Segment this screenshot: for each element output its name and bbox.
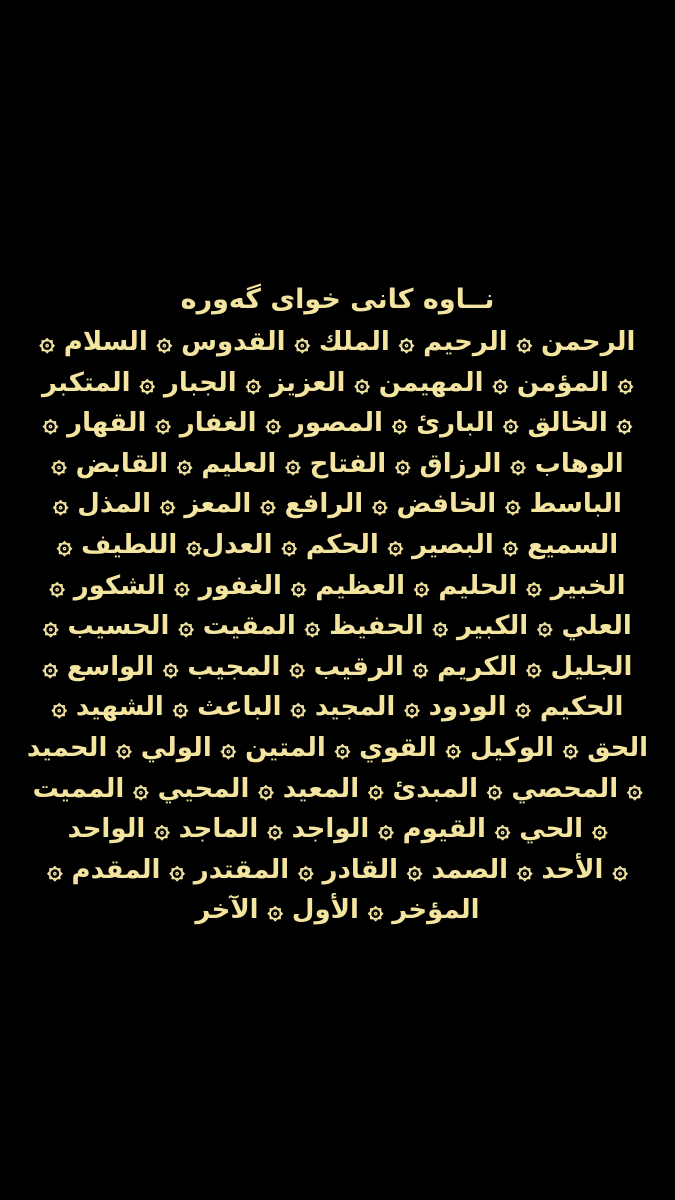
names-line-14: ۞ الأحد ۞ الصمد ۞ القادر ۞ المقتدر ۞ المقدم ۞ — [47, 854, 628, 885]
names-line-12: ۞ المحصي ۞ المبدئ ۞ المعيد ۞ المحيي ۞ المميت — [32, 773, 643, 804]
page-title: نــاوه كانى خواى گەورە — [180, 284, 495, 315]
names-line-3: ۞ الخالق ۞ البارئ ۞ المصور ۞ الغفار ۞ القهار ۞ — [42, 408, 633, 439]
names-line-5: الباسط ۞ الخافض ۞ الرافع ۞ المعز ۞ المذل ۞ — [53, 489, 622, 520]
names-line-7: الخبير ۞ الحليم ۞ العظيم ۞ الغفور ۞ الشكور ۞ — [49, 570, 626, 601]
names-line-6: السميع ۞ البصير ۞ الحكم ۞ العدل۞ اللطيف ۞ — [56, 529, 619, 560]
names-line-11: الحق ۞ الوكيل ۞ القوي ۞ المتين ۞ الولي ۞ الحميد — [26, 732, 649, 763]
names-list — [24, 322, 651, 931]
names-line-4: الوهاب ۞ الرزاق ۞ الفتاح ۞ العليم ۞ القابض ۞ — [51, 448, 624, 479]
names-line-8: العلي ۞ الكبير ۞ الحفيظ ۞ المقيت ۞ الحسيب ۞ — [43, 611, 632, 642]
names-line-15: المؤخر ۞ الأول ۞ الآخر — [195, 895, 480, 926]
names-line-9: الجليل ۞ الكريم ۞ الرقيب ۞ المجيب ۞ الواسع ۞ — [42, 651, 633, 682]
names-line-13: ۞ الحي ۞ القيوم ۞ الواجد ۞ الماجد ۞ الواحد — [67, 814, 608, 845]
names-line-1: الرحمن ۞ الرحيم ۞ الملك ۞ القدوس ۞ السلام ۞ — [39, 327, 636, 357]
names-line-10: الحكيم ۞ الودود ۞ المجيد ۞ الباعث ۞ الشهيد ۞ — [51, 692, 624, 723]
names-line-2: ۞ المؤمن ۞ المهيمن ۞ العزيز ۞ الجبار ۞ المتكبر — [41, 367, 634, 398]
